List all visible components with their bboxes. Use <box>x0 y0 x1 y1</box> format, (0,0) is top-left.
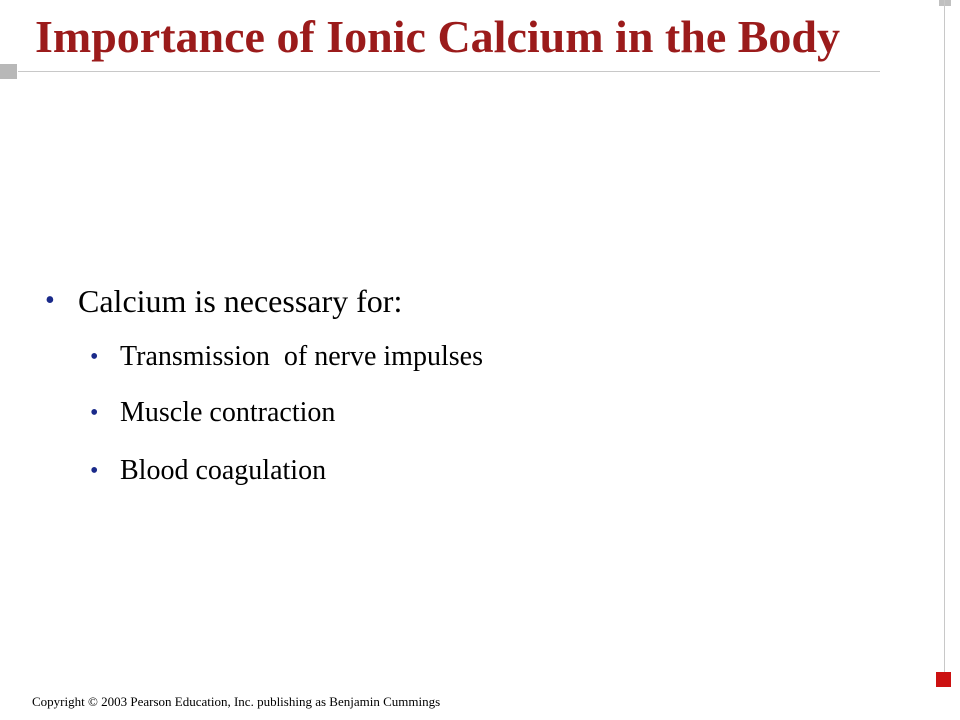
corner-square-bottomright <box>936 672 951 687</box>
bullet-icon: • <box>90 344 99 370</box>
bullet-item <box>45 283 403 319</box>
copyright-footer: Copyright © 2003 Pearson Education, Inc. publishing as Benjamin Cummings <box>32 694 441 709</box>
bullet-icon: • <box>90 400 99 426</box>
vertical-rule <box>944 0 945 672</box>
corner-square-topright <box>939 0 951 6</box>
bullet-icon: • <box>45 285 55 316</box>
bullet-icon: • <box>90 458 99 484</box>
bullet-text: Transmission of nerve impulses <box>120 341 483 372</box>
sub-bullet-item <box>90 455 327 487</box>
slide-title: Importance of Ionic Calcium in the Body <box>35 11 840 62</box>
bullet-text: Calcium is necessary for: <box>78 283 403 319</box>
title-underline <box>18 71 880 72</box>
corner-square-left <box>0 64 17 79</box>
sub-bullet-item <box>90 341 483 373</box>
bullet-text: Blood coagulation <box>120 455 327 486</box>
sub-bullet-item <box>90 397 336 429</box>
bullet-text: Muscle contraction <box>120 397 336 428</box>
